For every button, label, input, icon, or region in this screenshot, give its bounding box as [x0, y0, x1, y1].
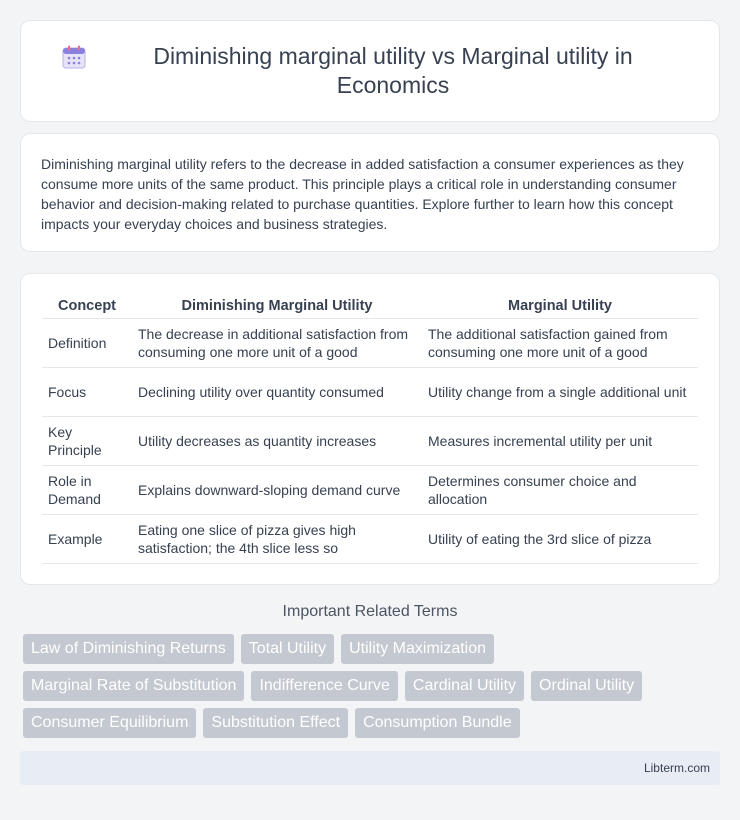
table-row — [42, 368, 698, 417]
tag-total-utility[interactable]: Total Utility — [241, 634, 334, 664]
table-row — [42, 319, 698, 368]
header-concept: Concept — [42, 294, 132, 319]
row-marginal-cell: The additional satisfaction gained from consuming one more unit of a good — [422, 319, 698, 368]
table-row — [42, 515, 698, 564]
related-terms-title: Important Related Terms — [282, 603, 458, 620]
row-marginal-cell: Determines consumer choice and allocation — [422, 466, 698, 515]
row-diminishing-cell: Explains downward-sloping demand curve — [132, 466, 422, 515]
intro-text: Diminishing marginal utility refers to the decrease in added satisfaction a consumer experiences as they consume more units of the same product. This principle plays a critical role in understanding consumer behavior and decision-making related to purchase quantities. Explore further to learn how this concept impacts your everyday choices and business strategies. — [41, 156, 684, 232]
tag-law-of-diminishing-returns[interactable]: Law of Diminishing Returns — [23, 634, 234, 664]
tag-substitution-effect[interactable]: Substitution Effect — [203, 708, 348, 738]
row-marginal-cell: Utility change from a single additional unit — [422, 368, 698, 417]
footer — [20, 751, 720, 785]
table-row — [42, 417, 698, 466]
related-terms-section — [20, 603, 720, 738]
tag-cardinal-utility[interactable]: Cardinal Utility — [405, 671, 524, 701]
calendar-icon — [61, 44, 87, 70]
header-marginal-utility: Marginal Utility — [422, 294, 698, 319]
row-marginal-cell: Measures incremental utility per unit — [422, 417, 698, 466]
row-concept: Key Principle — [42, 417, 132, 466]
footer-brand-link[interactable]: Libterm.com — [643, 761, 710, 775]
tag-ordinal-utility[interactable]: Ordinal Utility — [531, 671, 642, 701]
tag-consumption-bundle[interactable]: Consumption Bundle — [355, 708, 520, 738]
row-diminishing-cell: Utility decreases as quantity increases — [132, 417, 422, 466]
header-diminishing-marginal-utility: Diminishing Marginal Utility — [132, 294, 422, 319]
row-concept: Role in Demand — [42, 466, 132, 515]
title-card — [20, 20, 720, 122]
table-header-row — [42, 294, 698, 319]
intro-card — [20, 133, 720, 252]
row-concept: Example — [42, 515, 132, 564]
comparison-table — [42, 294, 698, 564]
related-terms-tags — [20, 634, 720, 738]
row-diminishing-cell: Eating one slice of pizza gives high satisfaction; the 4th slice less so — [132, 515, 422, 564]
row-diminishing-cell: Declining utility over quantity consumed — [132, 368, 422, 417]
row-marginal-cell: Utility of eating the 3rd slice of pizza — [422, 515, 698, 564]
page-title: Diminishing marginal utility vs Marginal utility in Economics — [153, 43, 633, 98]
row-concept: Definition — [42, 319, 132, 368]
row-concept: Focus — [42, 368, 132, 417]
tag-indifference-curve[interactable]: Indifference Curve — [251, 671, 397, 701]
tag-marginal-rate-of-substitution[interactable]: Marginal Rate of Substitution — [23, 671, 244, 701]
row-diminishing-cell: The decrease in additional satisfaction from consuming one more unit of a good — [132, 319, 422, 368]
tag-utility-maximization[interactable]: Utility Maximization — [341, 634, 494, 664]
title-row — [61, 42, 679, 100]
table-row — [42, 466, 698, 515]
comparison-table-card — [20, 273, 720, 585]
tag-consumer-equilibrium[interactable]: Consumer Equilibrium — [23, 708, 196, 738]
